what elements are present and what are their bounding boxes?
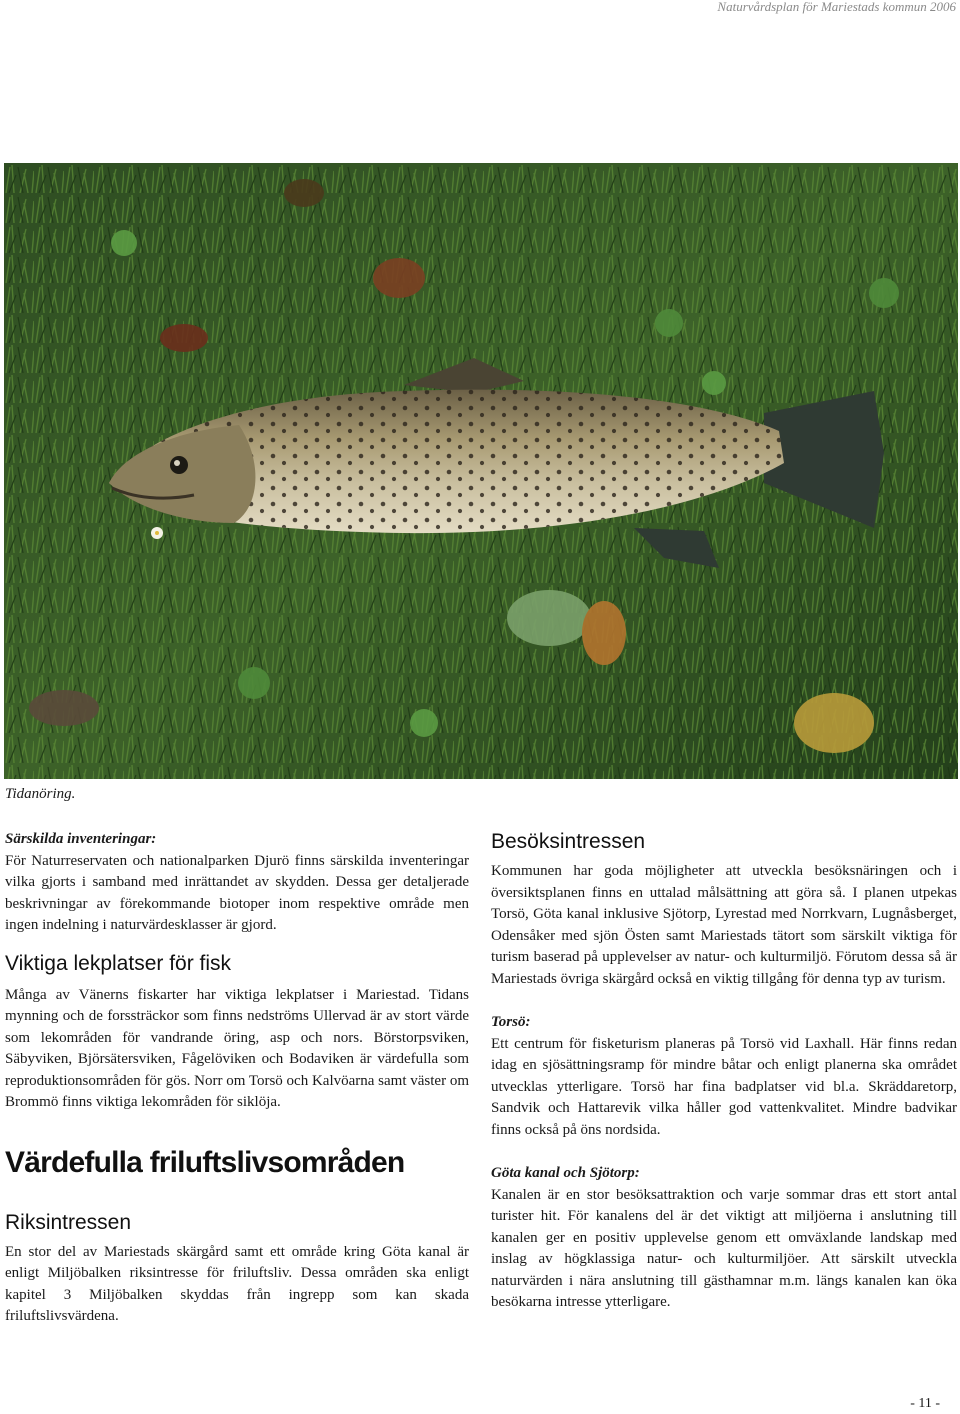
visitor-text: Kommunen har goda möjligheter att utveckla besöksnäringen och i översiktsplanen finns en uttalad målsättning att göra så. I planen utpekas Torsö, Göta kanal inklusive Sjötorp, Lyrestad med Norrkvarn, Lugnåsberget, Odensåker med sjön Östen samt Mariestads tätort som särskilt viktiga för turism baserad på upplevelser av natur- och kulturmiljö. Förutom dessa så är Mariestads övriga skärgård också en viktig tillgång för denna typ av turism.: [491, 863, 957, 987]
main-heading: Värdefulla friluftslivsområden: [5, 1145, 405, 1179]
torso-text: Ett centrum för fisketurism planeras på Torsö vid Laxhall. Här finns redan idag en sjösättningsramp för mindre båtar och enligt planerna ska området utvecklas ytterligare. Torsö har fina badplatser vid bl.a. Skräddaretorp, Sandvik och Hattarevik vilka håller god vattenkvalitet. Mindre badvikar finns också på öns nordsida.: [491, 1035, 957, 1138]
trout-photo: [4, 163, 958, 779]
inventory-heading: Särskilda inventeringar:: [5, 831, 157, 847]
canal-text: Kanalen är en stor besöksattraktion och varje sommar dras ett stort antal turister hit. För kanalens del är det viktigt att miljöerna i anslutning till kanalen ger en positiv upplevelse genom ett omväxlande landskap med inslag av högklassiga natur- och kulturmiljöer. Att särskilt utveckla naturvärden i nära anslutning till gästhamnar m.m. längs kanalen kan öka besökarna intresse ytterligare.: [491, 1186, 957, 1310]
torso-heading: Torsö:: [491, 1014, 531, 1030]
national-heading: Riksintressen: [5, 1210, 132, 1234]
left-column: [5, 829, 469, 1328]
national-text: En stor del av Mariestads skärgård samt ett område kring Göta kanal är enligt Miljöbalken riksintresse för friluftsliv. Dessa områden ska enligt kapitel 3 Miljöbalken skyddas från ingrepp som kan skada friluftslivsvärdena.: [5, 1243, 469, 1324]
figure-caption: Tidanöring.: [5, 786, 76, 802]
trout-illustration: [4, 163, 958, 779]
right-column: [491, 829, 957, 1314]
running-header: Naturvårdsplan för Mariestads kommun 2006: [717, 0, 956, 14]
visitor-heading: Besöksintressen: [491, 830, 646, 853]
canal-heading: Göta kanal och Sjötorp:: [491, 1165, 640, 1181]
page-number: - 11 -: [910, 1396, 940, 1411]
spawning-heading: Viktiga lekplatser för fisk: [5, 951, 232, 975]
inventory-text: För Naturreservaten och nationalparken Djurö finns särskilda inventeringar vilka gjorts i samband med inrättandet av skydden. Dessa ger detaljerade beskrivningar av förekommande biotoper inom respektive område men ingen indelning i naturvärdesklasser är gjord.: [5, 852, 469, 933]
spawning-text: Många av Vänerns fiskarter har viktiga lekplatser i Mariestad. Tidans mynning och de forssträckor som finns nedströms Ullervad är av stort värde som lekområden för vandrande öring, asp och nors. Börstorpsviken, Säbyviken, Björsätersviken, Fågelöviken och Bodaviken är värdefulla som reproduktionsområden för gös. Norr om Torsö och Kalvöarna samt väster om Brommö finns viktiga lekområden för siklöja.: [5, 986, 469, 1110]
